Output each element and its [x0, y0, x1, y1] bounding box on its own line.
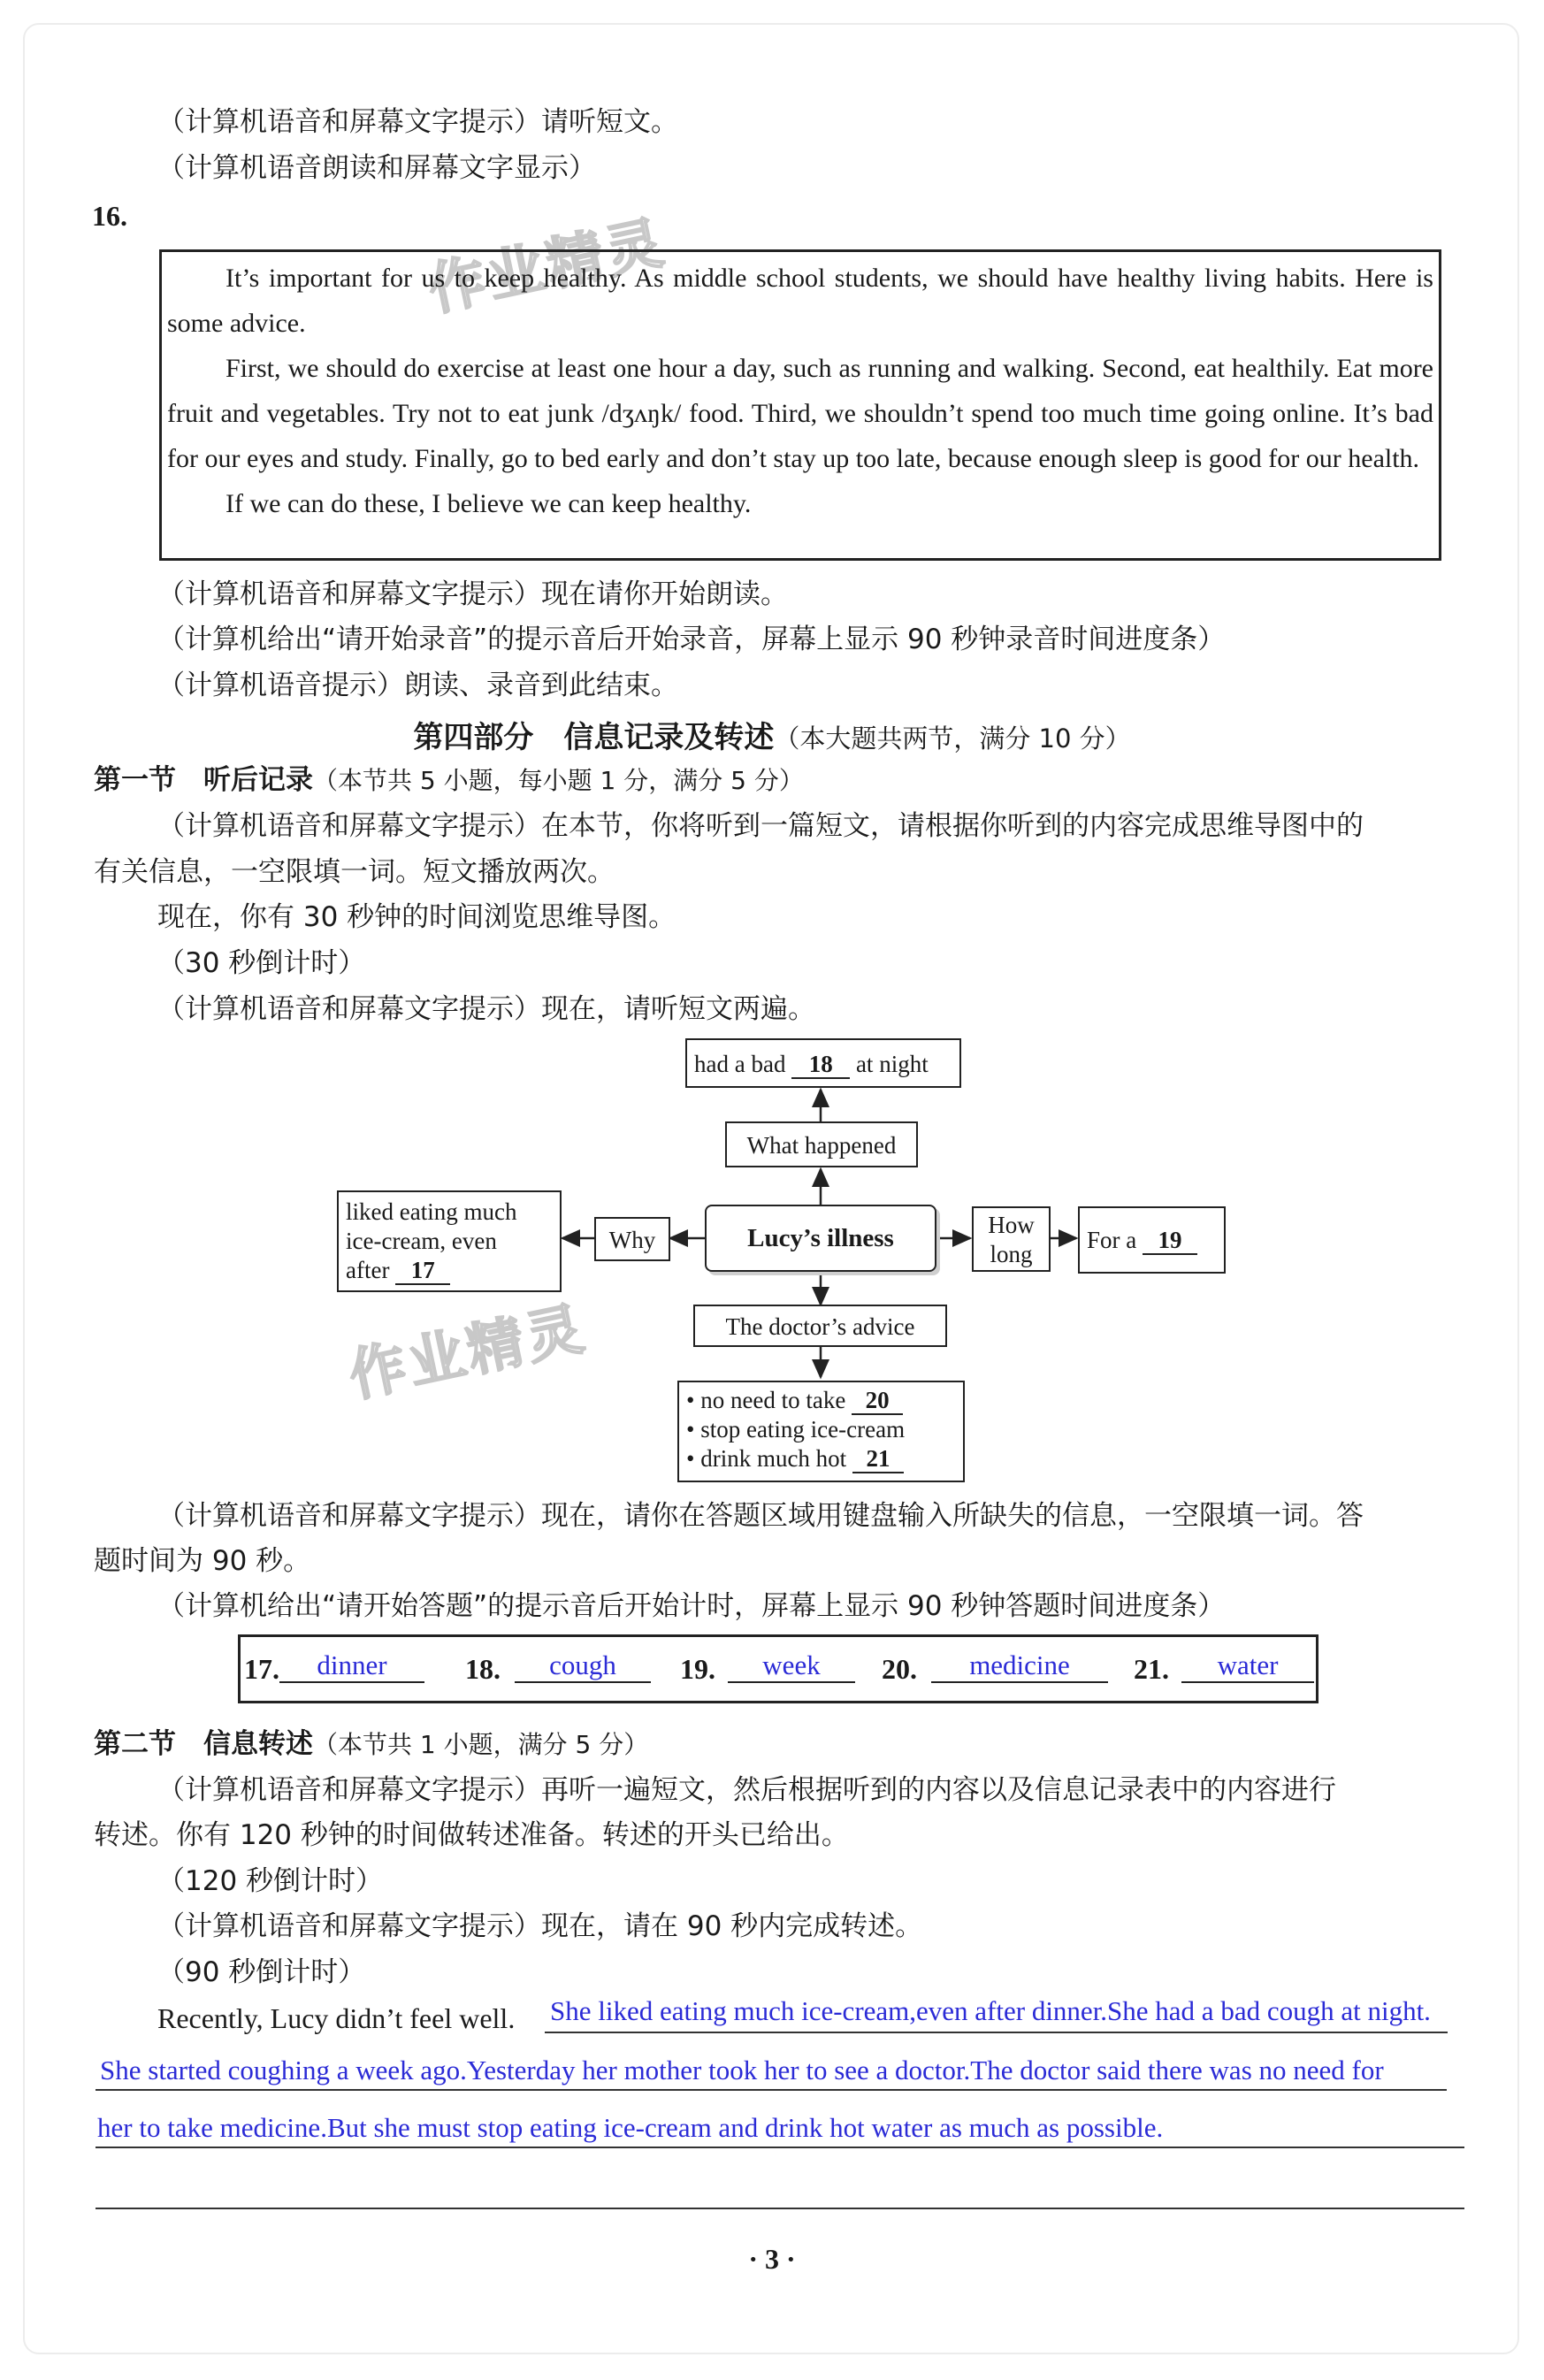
passage-paragraph: If we can do these, I believe we can keep healthy. [225, 489, 752, 518]
section-heading-note: （本节共 1 小题，满分 5 分） [313, 1730, 649, 1759]
instruction-line: （计算机语音和屏幕文字提示）请听短文。 [157, 106, 678, 138]
part-title-text: 第四部分 信息记录及转述 [413, 720, 775, 755]
instruction-line: （计算机语音和屏幕文字提示）在本节，你将听到一篇短文，请根据你听到的内容完成思维导图中的 [157, 810, 1364, 842]
answer-number: 19. [680, 1653, 715, 1685]
mindmap-top-box: had a bad 18 at night [685, 1038, 961, 1088]
answer-number: 17. [244, 1653, 279, 1685]
written-answer-line[interactable]: She started coughing a week ago.Yesterday her mother took her to see a doctor.The doctor said there was no need for [100, 2055, 1384, 2085]
watermark-middle: 作业精灵 [343, 1296, 592, 1411]
mindmap-how-long: How long [972, 1206, 1051, 1272]
mindmap-why: Why [594, 1217, 670, 1261]
answer-field-19[interactable]: week [728, 1649, 855, 1683]
instruction-line: 有关信息，一空限填一词。短文播放两次。 [94, 856, 615, 888]
passage-paragraph: First, we should do exercise at least one hour a day, such as running and walking. Second, eat healthily. Eat more fruit and vegetables. Try not to eat junk /dʒʌŋk/ food. Third, we shouldn’t spend too much time going online. It’s bad for our eyes and study. Finally, go to bed early and don’t stay up too late, because enough sleep is good for our health. [167, 354, 1433, 473]
mindmap-what-happened: What happened [725, 1121, 918, 1167]
instruction-line: （计算机语音和屏幕文字提示）现在，请听短文两遍。 [157, 993, 815, 1025]
instruction-line: （计算机给出“请开始录音”的提示音后开始录音，屏幕上显示 90 秒钟录音时间进度条） [157, 624, 1226, 655]
instruction-line: 转述。你有 120 秒钟的时间做转述准备。转述的开头已给出。 [94, 1819, 849, 1851]
blank-20: 20 [852, 1387, 903, 1415]
retell-start: Recently, Lucy didn’t feel well. [157, 2002, 516, 2034]
answer-line [545, 2032, 1448, 2033]
section-heading-text: 第二节 信息转述 [94, 1728, 313, 1760]
instruction-line: （计算机语音和屏幕文字提示）现在，请你在答题区域用键盘输入所缺失的信息，一空限填一词。答 [157, 1500, 1364, 1532]
section-heading-text: 第一节 听后记录 [94, 764, 313, 796]
answer-number: 20. [882, 1653, 917, 1685]
answer-line [96, 2089, 1447, 2091]
answer-line [96, 2147, 1464, 2148]
mindmap-left-box: liked eating much ice-cream, even after 17 [337, 1190, 562, 1292]
mindmap-doctor-advice: The doctor’s advice [693, 1305, 947, 1347]
answer-field-21[interactable]: water [1181, 1649, 1314, 1683]
answer-line [96, 2208, 1464, 2209]
instruction-line: （计算机语音和屏幕文字提示）现在请你开始朗读。 [157, 578, 788, 610]
page-number: · 3 · [748, 2243, 796, 2275]
answer-number: 18. [465, 1653, 501, 1685]
instruction-line: 现在，你有 30 秒钟的时间浏览思维导图。 [157, 901, 676, 933]
written-answer-line[interactable]: her to take medicine.But she must stop eating ice-cream and drink hot water as much as possible. [97, 2112, 1164, 2143]
instruction-line: （计算机语音和屏幕文字提示）再听一遍短文，然后根据听到的内容以及信息记录表中的内容进行 [157, 1774, 1336, 1806]
section-heading-note: （本节共 5 小题，每小题 1 分，满分 5 分） [313, 766, 804, 795]
watermark-top: 作业精灵 [423, 210, 672, 325]
blank-21: 21 [852, 1445, 904, 1473]
part-title-note: （本大题共两节，满分 10 分） [774, 723, 1131, 754]
instruction-line: （计算机语音提示）朗读、录音到此结束。 [157, 670, 678, 701]
blank-17: 17 [395, 1257, 450, 1285]
section-heading [94, 1726, 648, 1763]
written-answer-line[interactable]: She liked eating much ice-cream,even after dinner.She had a bad cough at night. [550, 1995, 1431, 2026]
answer-field-17[interactable]: dinner [279, 1649, 424, 1683]
passage-paragraph: It’s important for us to keep healthy. As middle school students, we should have healthy living habits. Here is some advice. [167, 264, 1433, 338]
blank-18: 18 [791, 1051, 850, 1079]
answer-field-18[interactable]: cough [515, 1649, 651, 1683]
mindmap-right-box: For a 19 [1078, 1206, 1226, 1274]
answer-field-20[interactable]: medicine [931, 1649, 1108, 1683]
mindmap-bottom-box: • no need to take 20 • stop eating ice-cream • drink much hot 21 [677, 1381, 965, 1482]
blank-19: 19 [1143, 1227, 1197, 1255]
answer-number: 21. [1134, 1653, 1169, 1685]
mindmap-center: Lucy’s illness [705, 1205, 936, 1272]
instruction-line: （计算机语音和屏幕文字提示）现在，请在 90 秒内完成转述。 [157, 1910, 923, 1942]
instruction-line: （30 秒倒计时） [157, 947, 366, 979]
instruction-line: （120 秒倒计时） [157, 1865, 384, 1897]
instruction-line: （90 秒倒计时） [157, 1956, 366, 1988]
instruction-line: （计算机给出“请开始答题”的提示音后开始计时，屏幕上显示 90 秒钟答题时间进度条） [157, 1590, 1226, 1622]
instruction-line: （计算机语音朗读和屏幕文字显示） [157, 152, 596, 184]
question-number: 16. [92, 200, 127, 232]
instruction-line: 题时间为 90 秒。 [94, 1545, 311, 1577]
answer-box [238, 1634, 1319, 1703]
